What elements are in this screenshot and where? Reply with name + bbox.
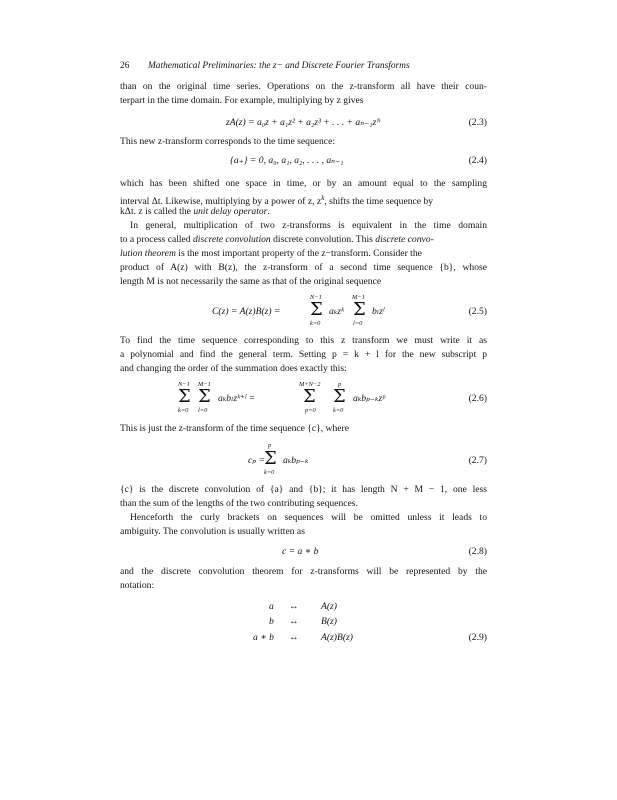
running-title: Mathematical Preliminaries: the z− and Discrete Fourier Transforms [148,61,410,71]
equation-2-8: c = a ∗ b [282,546,319,557]
text-span: , shifts the time sequence by [324,196,434,208]
eq29-left: a ∗ b [253,632,274,643]
text-line: Henceforth the curly brackets on sequences will be omitted unless it leads to [130,512,487,523]
sum-lower-limit: k=0 [178,407,189,414]
text-line: length M is not necessarily the same as that of the original sequence [120,276,382,287]
equation-2-6-rhs: aₖbₚ₋ₖzᵖ [353,393,385,404]
equation-number: (2.8) [468,546,487,557]
sum-upper-limit: p [268,442,272,449]
italic-term: unit delay operator [193,206,268,217]
text-span: to a process called [120,234,193,245]
sigma-symbol: Σ [353,299,366,320]
sum-lower-limit: k=0 [264,469,275,476]
sum-lower-limit: l=0 [353,320,363,327]
italic-term: discrete convo- [375,234,434,245]
text-line [120,248,487,260]
italic-term: lution theorem [120,248,176,259]
equation-2-6-lhs: aₖbₗzᵏ⁺ˡ = [218,393,256,404]
eq29-right: A(z) [321,601,337,612]
equation-2-4: {a₊} = 0, a₀, a₁, a₂, . . . , aₙ₋₁ [230,155,344,166]
text-line: This new z-transform corresponds to the time sequence: [120,136,335,147]
equivalence-arrow: ↔ [289,601,299,612]
equation-2-3: zA(z) = a₀z + a₁z² + a₂z³ + . . . + aₙ₋₁zᴺ [226,117,381,128]
text-line: than on the original time series. Operations on the z-transform all have their coun- [120,81,487,92]
text-line: ambiguity. The convolution is usually written as [120,526,305,537]
sum-lower-limit: p=0 [305,407,316,414]
sum-upper-limit: N−1 [178,381,190,388]
eq29-right: A(z)B(z) [321,632,353,643]
text-line [120,206,487,218]
eq29-right: B(z) [321,616,337,627]
text-span: . [267,206,270,217]
sigma-symbol: Σ [198,386,211,407]
sigma-symbol: Σ [264,448,277,469]
equation-2-7-term: aₖbₚ₋ₖ [283,455,309,466]
equation-number: (2.7) [468,455,487,466]
sum-lower-limit: l=0 [198,407,208,414]
text-line: a polynomial and find the general term. Setting p = k + l for the new subscript p [120,349,487,360]
text-line: This is just the z-transform of the time sequence {c}, where [120,423,349,434]
running-header [120,61,410,71]
text-line: To find the time sequence corresponding to this z transform we must write it as [120,335,487,346]
text-line: than the sum of the lengths of the two contributing sequences. [120,498,358,509]
equation-number: (2.6) [468,393,487,404]
text-line: and the discrete convolution theorem for z-transforms will be represented by the [120,566,487,577]
sum-upper-limit: N−1 [310,294,322,301]
sum-lower-limit: k=0 [310,320,321,327]
equation-2-7-lhs: cₚ = [248,455,265,466]
superscript: k [321,194,325,202]
text-span: discrete convolution. This [270,234,376,245]
equation-2-5-term: bₗzˡ [372,306,385,317]
text-span: is the most important property of the z−transform. Consider the [175,248,422,259]
text-line: which has been shifted one space in time, or by an amount equal to the sampling [120,178,487,189]
equation-2-5-term: aₖzᵏ [329,306,344,317]
equation-number: (2.3) [468,117,487,128]
text-line: and changing the order of the summation does exactly this: [120,363,347,374]
text-line [120,234,487,246]
text-span: interval Δt. Likewise, multiplying by a power of z, z [120,196,322,208]
sum-upper-limit: M−1 [352,294,365,301]
equation-number: (2.4) [468,155,487,166]
text-line: In general, multiplication of two z-transforms is equivalent in the time domain [130,220,487,231]
text-line: {c} is the discrete convolution of {a} and {b}; it has length N + M − 1, one less [120,484,487,495]
page-number: 26 [120,61,130,71]
sigma-symbol: Σ [178,386,191,407]
equation-number: (2.9) [468,632,487,643]
equivalence-arrow: ↔ [289,616,299,627]
sum-upper-limit: M+N−2 [299,381,321,388]
equation-2-5-lhs: C(z) = A(z)B(z) = [212,306,281,317]
text-line: product of A(z) with B(z), the z-transform of a second time sequence {b}, whose [120,262,487,273]
italic-term: discrete convolution [193,234,271,245]
eq29-left: a [269,601,274,612]
eq29-left: b [269,616,274,627]
sum-upper-limit: M−1 [198,381,211,388]
sigma-symbol: Σ [333,386,346,407]
text-span: kΔt. z is called the [120,206,194,217]
sigma-symbol: Σ [310,299,323,320]
text-line: terpart in the time domain. For example, multiplying by z gives [120,95,364,106]
equivalence-arrow: ↔ [289,632,299,643]
sum-lower-limit: k=0 [333,407,344,414]
equation-number: (2.5) [468,306,487,317]
sigma-symbol: Σ [303,386,316,407]
sum-upper-limit: p [338,381,342,388]
text-line: notation: [120,580,155,591]
